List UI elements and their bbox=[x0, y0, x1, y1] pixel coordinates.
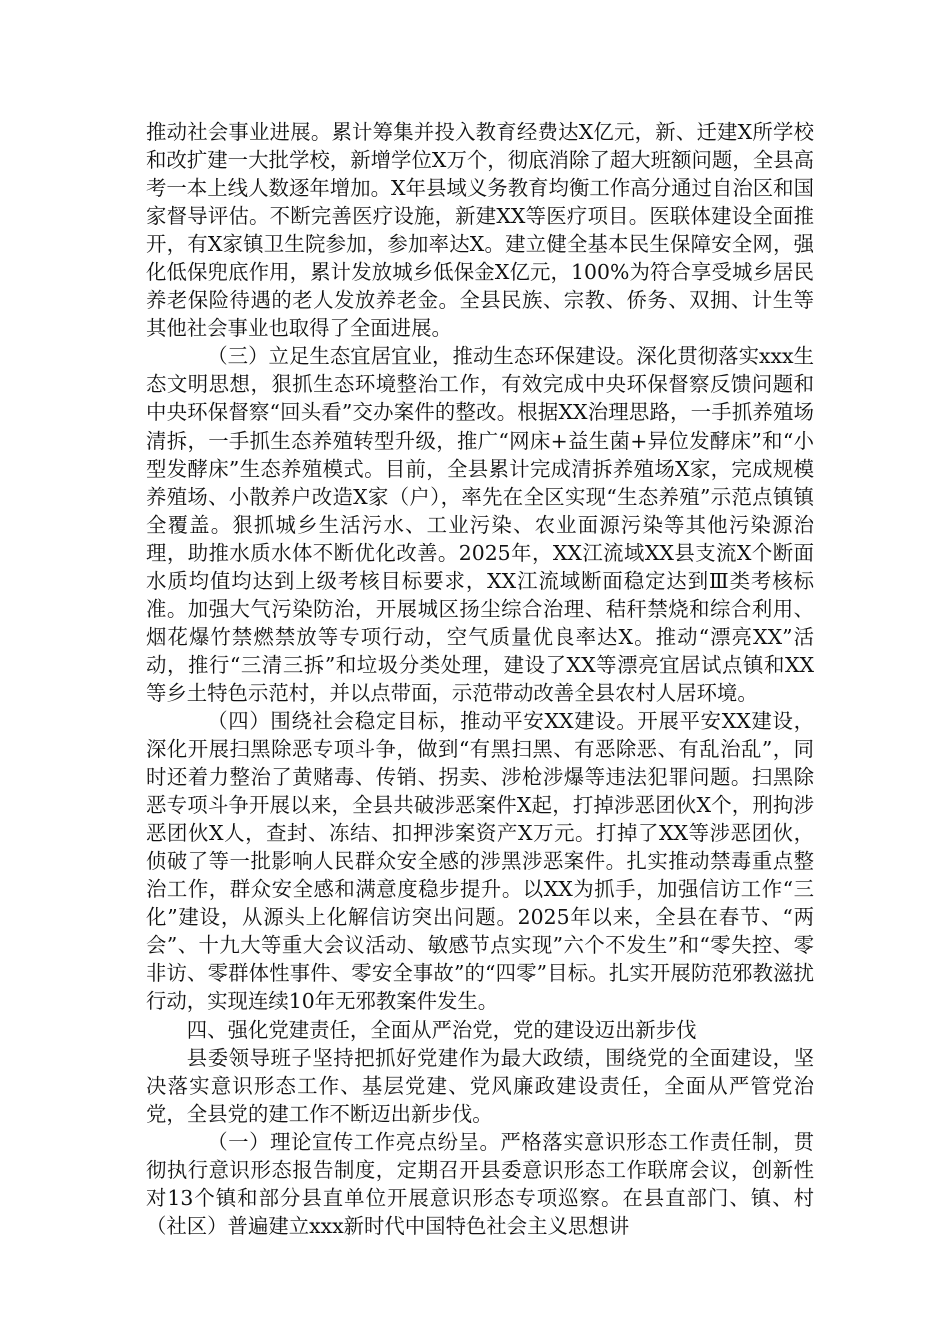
paragraph-social-undertakings: 推动社会事业进展。累计筹集并投入教育经费达X亿元，新、迁建X所学校和改扩建一大批学校，新增学位X万个，彻底消除了超大班额问题，全县高考一本上线人数逐年增加。X年县域义务教育均衡工作高分通过自治区和国家督导评估。不断完善医疗设施，新建XX等医疗项目。医联体建设全面推开，有X家镇卫生院参加，参加率达X。建立健全基本民生保障安全网，强化低保兜底作用，累计发放城乡低保金X亿元，100%为符合享受城乡居民养老保险待遇的老人发放养老金。全县民族、宗教、侨务、双拥、计生等其他社会事业也取得了全面进展。 bbox=[146, 120, 814, 341]
document-body bbox=[146, 118, 814, 1240]
paragraph-social-stability: （四）围绕社会稳定目标，推动平安XX建设。开展平安XX建设，深化开展扫黑除恶专项斗争，做到“有黑扫黑、有恶除恶、有乱治乱”，同时还着力整治了黄赌毒、传销、拐卖、涉枪涉爆等违法犯罪问题。扫黑除恶专项斗争开展以来，全县共破涉恶案件X起，打掉涉恶团伙X个，刑拘涉恶团伙X人，查封、冻结、扣押涉案资产X万元。打掉了XX等涉恶团伙，侦破了等一批影响人民群众安全感的涉黑涉恶案件。扎实推动禁毒重点整治工作，群众安全感和满意度稳步提升。以XX为抓手，加强信访工作“三化”建设，从源头上化解信访突出问题。2025年以来，全县在春节、“两会”、十九大等重大会议活动、敏感节点实现”六个不发生”和“零失控、零非访、零群体性事件、零安全事故”的“四零”目标。扎实开展防范邪教滋扰行动，实现连续10年无邪教案件发生。 bbox=[146, 708, 814, 1014]
section-heading-party-building: 四、强化党建责任，全面从严治党，党的建设迈出新步伐 bbox=[186, 1017, 697, 1042]
paragraph-party-building-intro: 县委领导班子坚持把抓好党建作为最大政绩，围绕党的全面建设，坚决落实意识形态工作、基层党建、党风廉政建设责任，全面从严管党治党，全县党的建工作不断迈出新步伐。 bbox=[146, 1045, 814, 1126]
paragraph-theory-propaganda: （一）理论宣传工作亮点纷呈。严格落实意识形态工作责任制，贯彻执行意识形态报告制度，定期召开县委意识形态工作联席会议，创新性对13个镇和部分县直单位开展意识形态专项巡察。在县直部门、镇、村（社区）普遍建立xxx新时代中国特色社会主义思想讲 bbox=[146, 1129, 814, 1238]
paragraph-ecological-protection: （三）立足生态宜居宜业，推动生态环保建设。深化贯彻落实xxx生态文明思想，狠抓生态环境整治工作，有效完成中央环保督察反馈问题和中央环保督察“回头看”交办案件的整改。根据XX治理思路，一手抓养殖场清拆，一手抓生态养殖转型升级，推广“网床+益生菌+异位发酵床”和“小型发酵床”生态养殖模式。目前，全县累计完成清拆养殖场X家，完成规模养殖场、小散养户改造X家（户），率先在全区实现“生态养殖”示范点镇镇全覆盖。狠抓城乡生活污水、工业污染、农业面源污染等其他污染源治理，助推水质水体不断优化改善。2025年，XX江流域XX县支流X个断面水质均值均达到上级考核目标要求，XX江流域断面稳定达到Ⅲ类考核标准。加强大气污染防治，开展城区扬尘综合治理、秸秆禁烧和综合利用、烟花爆竹禁燃禁放等专项行动，空气质量优良率达X。推动“漂亮XX”活动，推行“三清三拆”和垃圾分类处理，建设了XX等漂亮宜居试点镇和XX等乡土特色示范村，并以点带面，示范带动改善全县农村人居环境。 bbox=[146, 344, 814, 705]
